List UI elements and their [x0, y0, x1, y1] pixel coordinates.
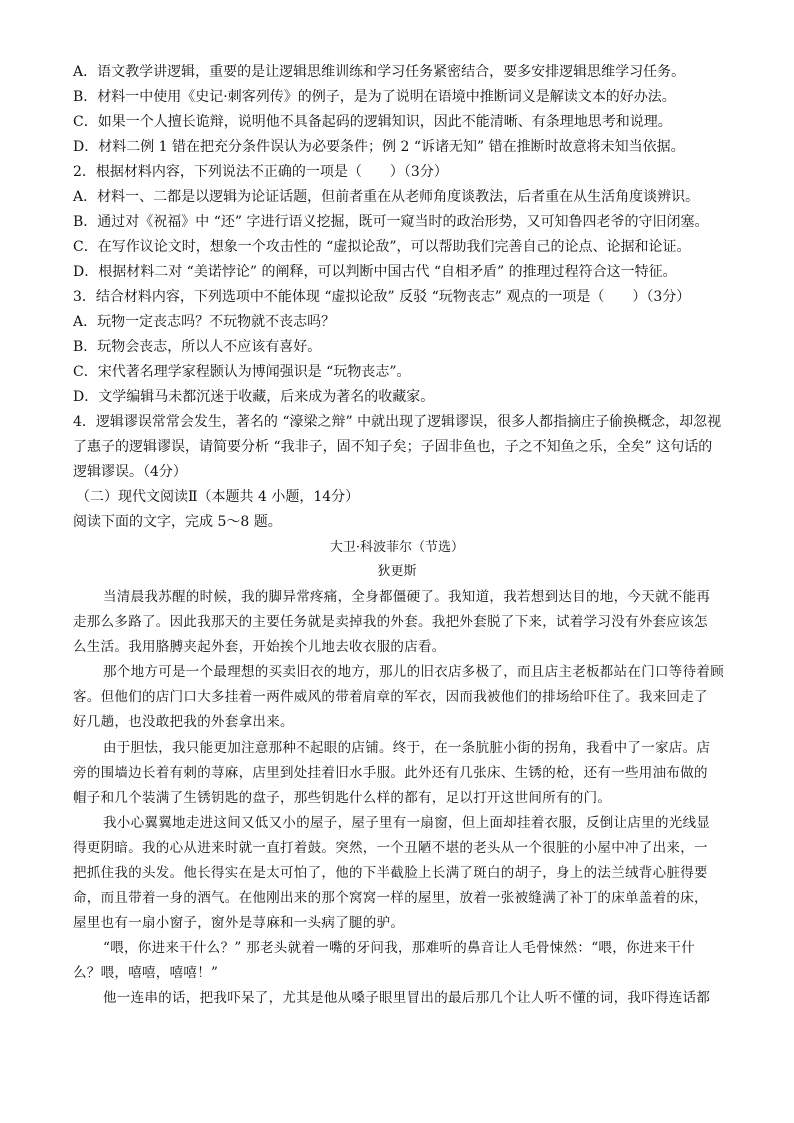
passage-line: 好几趟，也没敢把我的外套拿出来。	[73, 714, 294, 730]
q3-option-d: D．文学编辑马未都沉迷于收藏，后来成为著名的收藏家。	[73, 389, 435, 405]
passage-line: 把抓住我的头发。他长得实在是太可怕了，他的下半截脸上长满了斑白的胡子，身上的法兰绒背心脏得要	[73, 865, 708, 881]
q4-line-1: 4．逻辑谬误常常会发生，著名的 “濠梁之辩” 中就出现了逻辑谬误，很多人都指摘庄子偷换概念，却忽视	[73, 414, 722, 430]
q1-option-a: A．语文教学讲逻辑，重要的是让逻辑思维训练和学习任务紧密结合，要多安排逻辑思维学习任务。	[73, 64, 686, 80]
q3-option-a: A．玩物一定丧志吗？不玩物就不丧志吗？	[73, 314, 336, 330]
passage-line: 旁的围墙边长着有刺的荨麻，店里到处挂着旧水手服。此外还有几张床、生锈的枪，还有一些用油布做的	[73, 765, 708, 781]
q2-option-d: D．根据材料二对 “美诺悖论” 的阐释，可以判断中国古代 “自相矛盾” 的推理过程符合这一特征。	[73, 264, 677, 280]
passage-line: 么？喂，嘻嘻，嘻嘻！”	[73, 965, 219, 981]
passage-line: 帽子和几个装满了生锈钥匙的盘子，那些钥匙什么样的都有，足以打开这世间所有的门。	[73, 790, 612, 806]
passage-line: 走那么多路了。因此我那天的主要任务就是卖掉我的外套。我把外套脱了下来，试着学习没有外套应该怎	[73, 614, 708, 630]
passage-line: 我小心翼翼地走进这间又低又小的屋子，屋子里有一扇窗，但上面却挂着衣服，反倒让店里的光线显	[103, 815, 711, 831]
q3-stem: 3．结合材料内容，下列选项中不能体现 “虚拟论敌” 反驳 “玩物丧志” 观点的一项是（ ）（3分）	[73, 289, 691, 305]
passage-line: 得更阴暗。我的心从进来时就一直打着鼓。突然，一个丑陋不堪的老头从一个很脏的小屋中冲了出来，一	[73, 840, 708, 856]
passage-line: 他一连串的话，把我吓呆了，尤其是他从嗓子眼里冒出的最后那几个让人听不懂的词，我吓得连话都	[103, 990, 711, 1006]
passage-line: 由于胆怯，我只能更加注意那种不起眼的店铺。终于，在一条肮脏小街的拐角，我看中了一家店。店	[103, 740, 711, 756]
q1-option-b: B．材料一中使用《史记·刺客列传》的例子，是为了说明在语境中推断词义是解读文本的好办法。	[73, 89, 676, 105]
q1-option-c: C．如果一个人擅长诡辩，说明他不具备起码的逻辑知识，因此不能清晰、有条理地思考和说理。	[73, 114, 672, 130]
passage-line: 屋里也有一扇小窗子，窗外是荨麻和一头病了腿的驴。	[73, 915, 405, 931]
q3-option-b: B．玩物会丧志，所以人不应该有喜好。	[73, 339, 322, 355]
q4-line-3: 逻辑谬误。（4分）	[73, 464, 187, 480]
passage-line: 客。但他们的店门口大多挂着一两件威风的带着肩章的军衣，因而我被他们的排场给吓住了。我来回走了	[73, 689, 708, 705]
section-heading: （二）现代文阅读Ⅱ（本题共 4 小题，14分）	[76, 489, 360, 505]
passage-line: 当清晨我苏醒的时候，我的脚异常疼痛，全身都僵硬了。我知道，我若想到达目的地，今天就不能再	[103, 589, 711, 605]
passage-line: “喂，你进来干什么？” 那老头就着一嘴的牙问我，那难听的鼻音让人毛骨悚然：“喂，你进来干什	[103, 940, 695, 956]
passage-title: 大卫·科波菲尔（节选）	[329, 540, 465, 555]
passage-line: 么生活。我用胳膊夹起外套，开始挨个儿地去收衣服的店看。	[73, 639, 446, 655]
section-instruction: 阅读下面的文字，完成 5～8 题。	[73, 514, 282, 530]
passage-line: 命，而且带着一身的酒气。在他刚出来的那个窝窝一样的屋里，放着一张被缝满了补丁的床单盖着的床，	[73, 890, 708, 906]
passage-line: 那个地方可是一个最理想的买卖旧衣的地方，那儿的旧衣店多极了，而且店主老板都站在门口等待着顾	[103, 664, 724, 680]
q2-option-a: A．材料一、二都是以逻辑为论证话题，但前者重在从老师角度谈教法，后者重在从生活角度谈辨识。	[73, 189, 700, 205]
q3-option-c: C．宋代著名理学家程颢认为博闻强识是 “玩物丧志”。	[73, 364, 411, 380]
q4-line-2: 了惠子的逻辑谬误，请简要分析 “我非子，固不知子矣；子固非鱼也，子之不知鱼之乐，全矣” 这句话的	[73, 439, 713, 455]
q2-option-c: C．在写作议论文时，想象一个攻击性的 “虚拟论敌”，可以帮助我们完善自己的论点、论据和论证。	[73, 239, 691, 255]
q2-stem: 2．根据材料内容，下列说法不正确的一项是（ ）（3分）	[73, 164, 448, 180]
passage-author: 狄更斯	[377, 564, 417, 579]
q2-option-b: B．通过对《祝福》中 “还” 字进行语义挖掘，既可一窥当时的政治形势，又可知鲁四老爷的守旧闭塞。	[73, 214, 709, 230]
q1-option-d: D．材料二例 1 错在把充分条件误认为必要条件；例 2 “诉诸无知” 错在推断时故意将未知当依据。	[73, 139, 685, 155]
